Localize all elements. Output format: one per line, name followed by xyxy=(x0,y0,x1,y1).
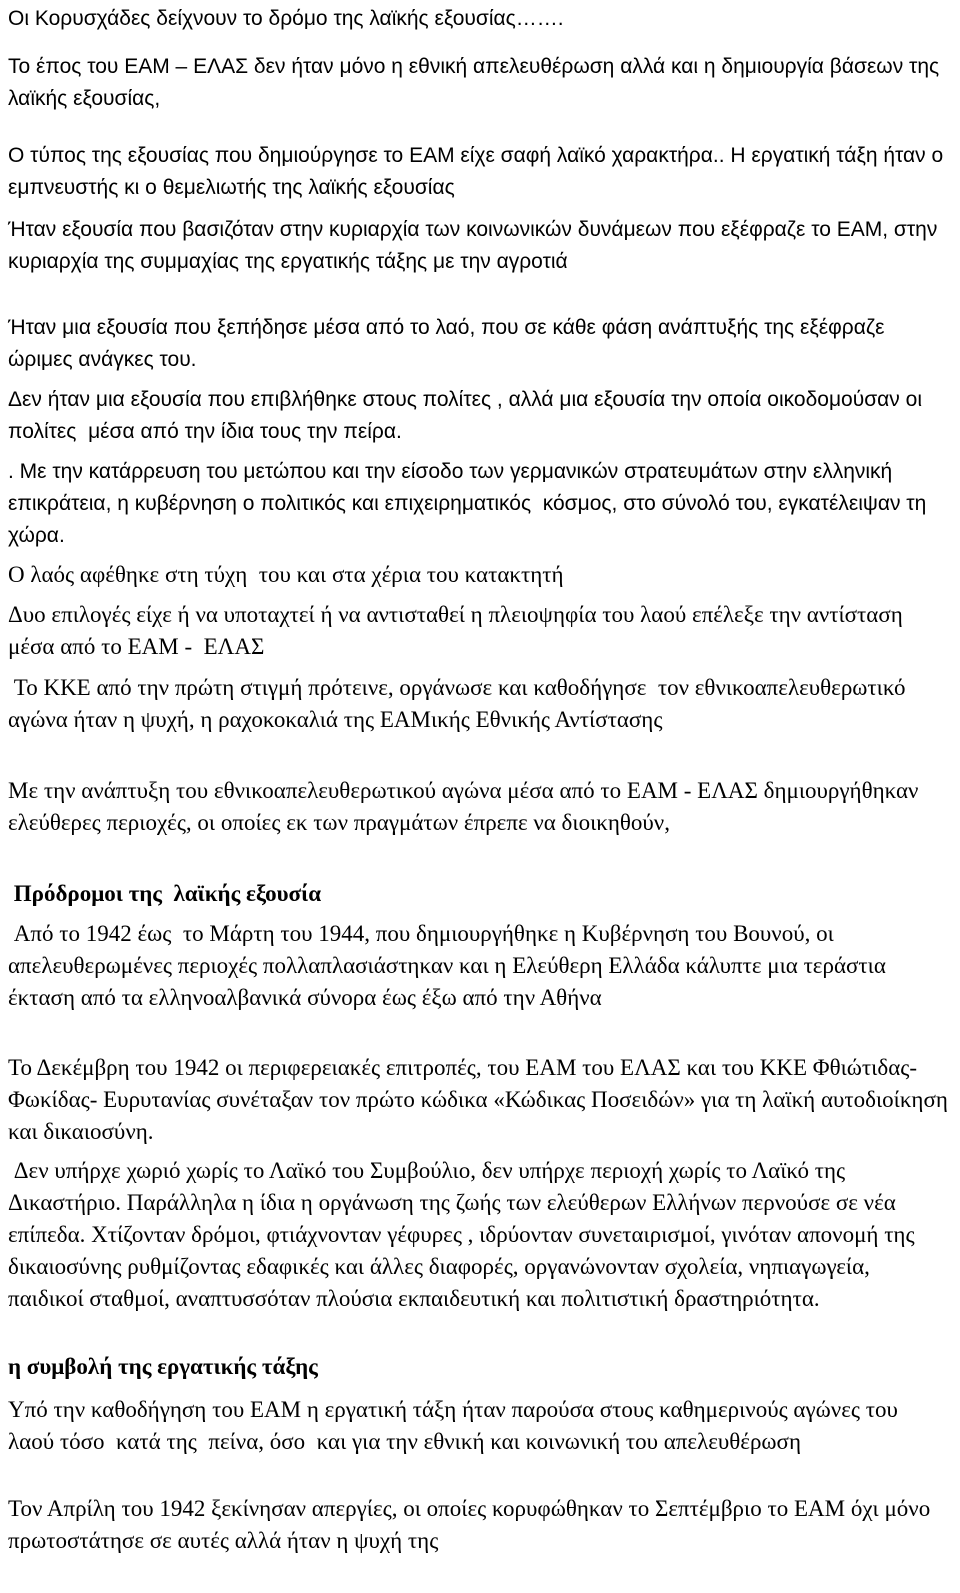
paragraph: Το ΚΚΕ από την πρώτη στιγμή πρότεινε, οργάνωσε και καθοδήγησε τον εθνικοαπελευθερωτικό αγώνα ήταν η ψυχή, η ραχοκοκαλιά της ΕΑΜικής Εθνικής Αντίστασης xyxy=(8,675,912,732)
paragraph: Τον Απρίλη του 1942 ξεκίνησαν απεργίες, οι οποίες κορυφώθηκαν το Σεπτέμβριο το ΕΑΜ όχι μόνο πρωτοστάτησε σε αυτές αλλά ήταν η ψυχή της xyxy=(8,1496,936,1553)
paragraph: Δεν υπήρχε χωριό χωρίς το Λαϊκό του Συμβούλιο, δεν υπήρχε περιοχή χωρίς το Λαϊκό της Δικαστήριο. Παράλληλα η ίδια η οργάνωση της ζωής των ελεύθερων Ελλήνων περνούσε σε νέα επίπεδα. Χτίζονταν δρόμοι, φτιάχνονταν γέφυρες , ιδρύονταν συνεταιρισμοί, γινόταν απονομή της δικαιοσύνης ρυθμίζοντας εδαφικές και άλλες διαφορές, οργανώνονταν σχολεία, νηπιαγωγεία, παιδικοί σταθμοί, αναπτυσσόταν πλούσια εκπαιδευτική και πολιτιστική δραστηριότητα. xyxy=(8,1158,921,1311)
paragraph: . Με την κατάρρευση του μετώπου και την είσοδο των γερμανικών στρατευμάτων στην ελληνική επικράτεια, η κυβέρνηση ο πολιτικός και επιχειρηματικός κόσμος, στο σύνολό του, εγκατέλειψαν τη χώρα. xyxy=(8,460,933,547)
paragraph: Υπό την καθοδήγηση του ΕΑΜ η εργατική τάξη ήταν παρούσα στους καθημερινούς αγώνες του λαού τόσο κατά της πείνα, όσο και για την εθνική και κοινωνική του απελευθέρωση xyxy=(8,1397,904,1454)
section-heading: η συμβολή της εργατικής τάξης xyxy=(8,1354,318,1379)
paragraph: Το Δεκέμβρη του 1942 οι περιφερειακές επιτροπές, του ΕΑΜ του ΕΛΑΣ και του ΚΚΕ Φθιώτιδας- Φωκίδας- Ευρυτανίας συνέταξαν τον πρώτο κώδικα «Κώδικας Ποσειδών» για τη λαϊκή αυτοδιοίκηση και δικαιοσύνη. xyxy=(8,1055,954,1144)
paragraph: Από το 1942 έως το Μάρτη του 1944, που δημιουργήθηκε η Κυβέρνηση του Βουνού, οι απελευθερωμένες περιοχές πολλαπλασιάστηκαν και η Ελεύθερη Ελλάδα κάλυπτε μια τεράστια έκταση από τα ελληνοαλβανικά σύνορα έως έξω από την Αθήνα xyxy=(8,921,892,1010)
paragraph: Με την ανάπτυξη του εθνικοαπελευθερωτικού αγώνα μέσα από το ΕΑΜ - ΕΛΑΣ δημιουργήθηκαν ελεύθερες περιοχές, οι οποίες εκ των πραγμάτων έπρεπε να διοικηθούν, xyxy=(8,778,925,835)
section-heading: Πρόδρομοι της λαϊκής εξουσία xyxy=(8,881,322,906)
paragraph: Το έπος του ΕΑΜ – ΕΛΑΣ δεν ήταν μόνο η εθνική απελευθέρωση αλλά και η δημιουργία βάσεων της λαϊκής εξουσίας, xyxy=(8,55,945,110)
paragraph: Δεν ήταν μια εξουσία που επιβλήθηκε στους πολίτες , αλλά μια εξουσία την οποία οικοδομούσαν οι πολίτες μέσα από την ίδια τους την πείρα. xyxy=(8,388,928,443)
paragraph: Δυο επιλογές είχε ή να υποταχτεί ή να αντισταθεί η πλειοψηφία του λαού επέλεξε την αντίσταση μέσα από το ΕΑΜ - ΕΛΑΣ xyxy=(8,602,909,659)
paragraph: Ήταν μια εξουσία που ξεπήδησε μέσα από το λαό, που σε κάθε φάση ανάπτυξής της εξέφραζε ώριμες ανάγκες του. xyxy=(8,316,891,371)
paragraph: Ο τύπος της εξουσίας που δημιούργησε το ΕΑΜ είχε σαφή λαϊκό χαρακτήρα.. Η εργατική τάξη ήταν ο εμπνευστής κι ο θεμελιωτής της λαϊκής εξουσίας xyxy=(8,144,950,199)
paragraph: Ο λαός αφέθηκε στη τύχη του και στα χέρια του κατακτητή xyxy=(8,562,564,587)
document-heading: Οι Κορυσχάδες δείχνουν το δρόμο της λαϊκής εξουσίας……. xyxy=(8,7,564,30)
paragraph: Ήταν εξουσία που βασιζόταν στην κυριαρχία των κοινωνικών δυνάμεων που εξέφραζε το ΕΑΜ, στην κυριαρχία της συμμαχίας της εργατικής τάξης με την αγροτιά xyxy=(8,218,944,273)
